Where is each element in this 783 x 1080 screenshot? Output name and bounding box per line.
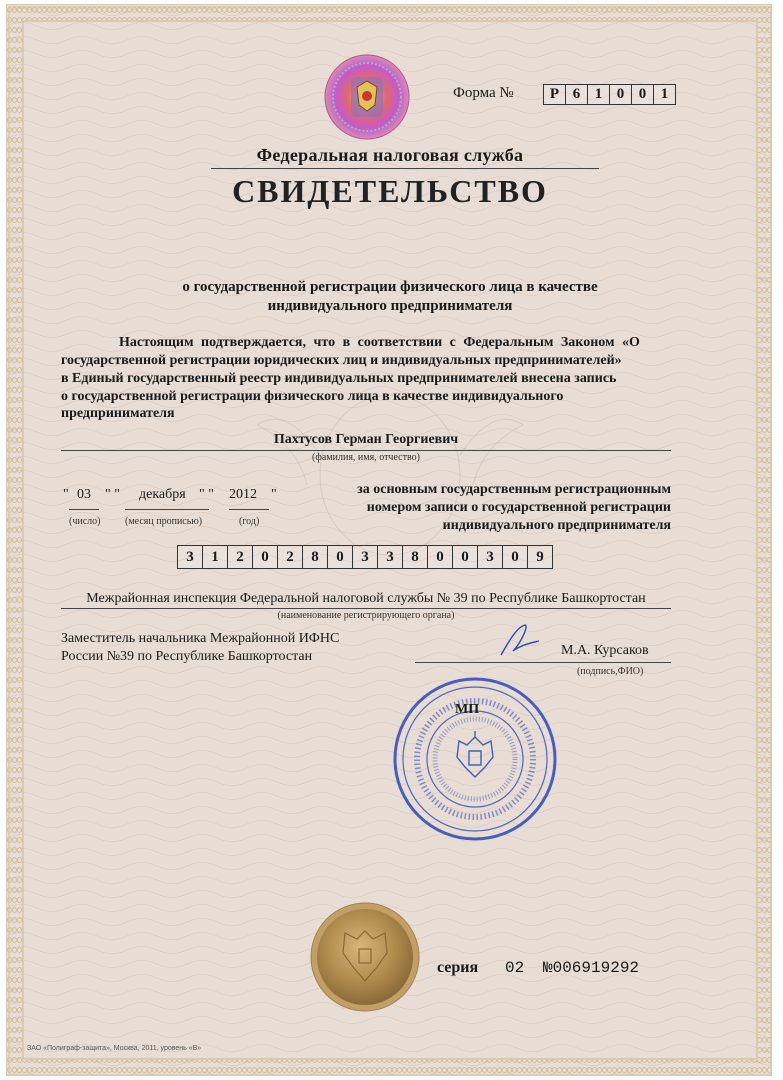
- authority-caption: (наименование регистрирующего органа): [277, 610, 455, 621]
- body-line-2: государственной регистрации юридических лиц и индивидуальных предпринимателей»: [61, 353, 622, 368]
- registration-digit-box: 8: [303, 545, 328, 569]
- registration-digit-box: 2: [278, 545, 303, 569]
- year-underline: [229, 509, 269, 510]
- form-code-char-box: 1: [588, 84, 610, 105]
- hologram-emblem: [323, 53, 411, 141]
- registration-text-3: индивидуального предпринимателя: [442, 518, 671, 533]
- authority-name: Межрайонная инспекция Федеральной налоговой службы № 39 по Республике Башкортостан: [86, 591, 646, 606]
- body-line-1: Настоящим подтверждается, что в соответствии с Федеральным Законом «О: [119, 335, 640, 350]
- month-underline: [125, 509, 209, 510]
- series-number: №006919292: [543, 959, 640, 977]
- registration-digit-box: 0: [253, 545, 278, 569]
- stamp-mp-label: МП: [455, 702, 480, 717]
- series-value: 02: [505, 959, 525, 977]
- authority-underline: [61, 608, 671, 609]
- registration-number: [177, 545, 553, 569]
- form-code: [543, 84, 676, 105]
- registration-digit-box: 2: [228, 545, 253, 569]
- certificate-title: СВИДЕТЕЛЬСТВО: [232, 173, 548, 209]
- body-line-4: о государственной регистрации физического лица в качестве индивидуального: [61, 389, 564, 404]
- registration-digit-box: 3: [353, 545, 378, 569]
- month-caption: (месяц прописью): [125, 516, 203, 527]
- body-line-3: в Единый государственный реестр индивидуальных предпринимателей внесена запись: [61, 371, 617, 386]
- registration-digit-box: 8: [403, 545, 428, 569]
- coat-of-arms-icon: [323, 53, 411, 141]
- day-caption: (число): [69, 516, 101, 527]
- signature-underline: [415, 662, 671, 663]
- day-underline: [69, 509, 99, 510]
- gold-seal: [309, 901, 421, 1013]
- certificate-sheet: [6, 4, 772, 1076]
- registration-digit-box: 1: [203, 545, 228, 569]
- registration-digit-box: 0: [453, 545, 478, 569]
- official-stamp: [391, 675, 559, 843]
- registration-digit-box: 9: [528, 545, 553, 569]
- series-label: серия: [437, 959, 479, 976]
- signatory-position-1: Заместитель начальника Межрайонной ИФНС: [61, 631, 340, 646]
- form-code-char-box: 6: [566, 84, 588, 105]
- form-label: Форма №: [453, 85, 514, 101]
- form-code-char-box: 0: [632, 84, 654, 105]
- date-quote-1: ": [63, 487, 69, 502]
- printer-imprint: ЗАО «Полиграф-защита», Москва, 2011, уровень «В»: [27, 1045, 202, 1052]
- registration-text-1: за основным государственным регистрационным: [357, 482, 671, 497]
- date-quote-3: " ": [199, 487, 214, 502]
- registration-digit-box: 3: [478, 545, 503, 569]
- subtitle-line-2: индивидуального предпринимателя: [267, 298, 513, 314]
- stamp-eagle-icon: [457, 731, 493, 777]
- registration-digit-box: 0: [428, 545, 453, 569]
- signature-icon: [495, 621, 545, 661]
- person-underline: [61, 450, 671, 451]
- registration-digit-box: 0: [328, 545, 353, 569]
- date-quote-2: " ": [105, 487, 120, 502]
- date-year: 2012: [229, 487, 257, 502]
- registration-digit-box: 3: [378, 545, 403, 569]
- registration-text-2: номером записи о государственной регистрации: [366, 500, 671, 515]
- form-code-char-box: 0: [610, 84, 632, 105]
- form-code-char-box: 1: [654, 84, 676, 105]
- date-quote-4: ": [271, 487, 277, 502]
- date-day: 03: [77, 487, 91, 502]
- signatory-position-2: России №39 по Республике Башкортостан: [61, 649, 313, 664]
- agency-name: Федеральная налоговая служба: [256, 145, 524, 165]
- signature-caption: (подпись,ФИО): [577, 666, 644, 677]
- date-month: декабря: [139, 487, 186, 502]
- registration-digit-box: 3: [177, 545, 203, 569]
- subtitle-line-1: о государственной регистрации физического лица в качестве: [182, 279, 598, 295]
- registration-digit-box: 0: [503, 545, 528, 569]
- signatory-name: М.А. Курсаков: [561, 643, 649, 658]
- person-name: Пахтусов Герман Георгиевич: [273, 432, 459, 447]
- form-code-char-box: Р: [543, 84, 566, 105]
- agency-underline: [211, 168, 599, 169]
- year-caption: (год): [239, 516, 260, 527]
- person-caption: (фамилия, имя, отчество): [312, 452, 420, 463]
- body-line-5: предпринимателя: [61, 406, 175, 421]
